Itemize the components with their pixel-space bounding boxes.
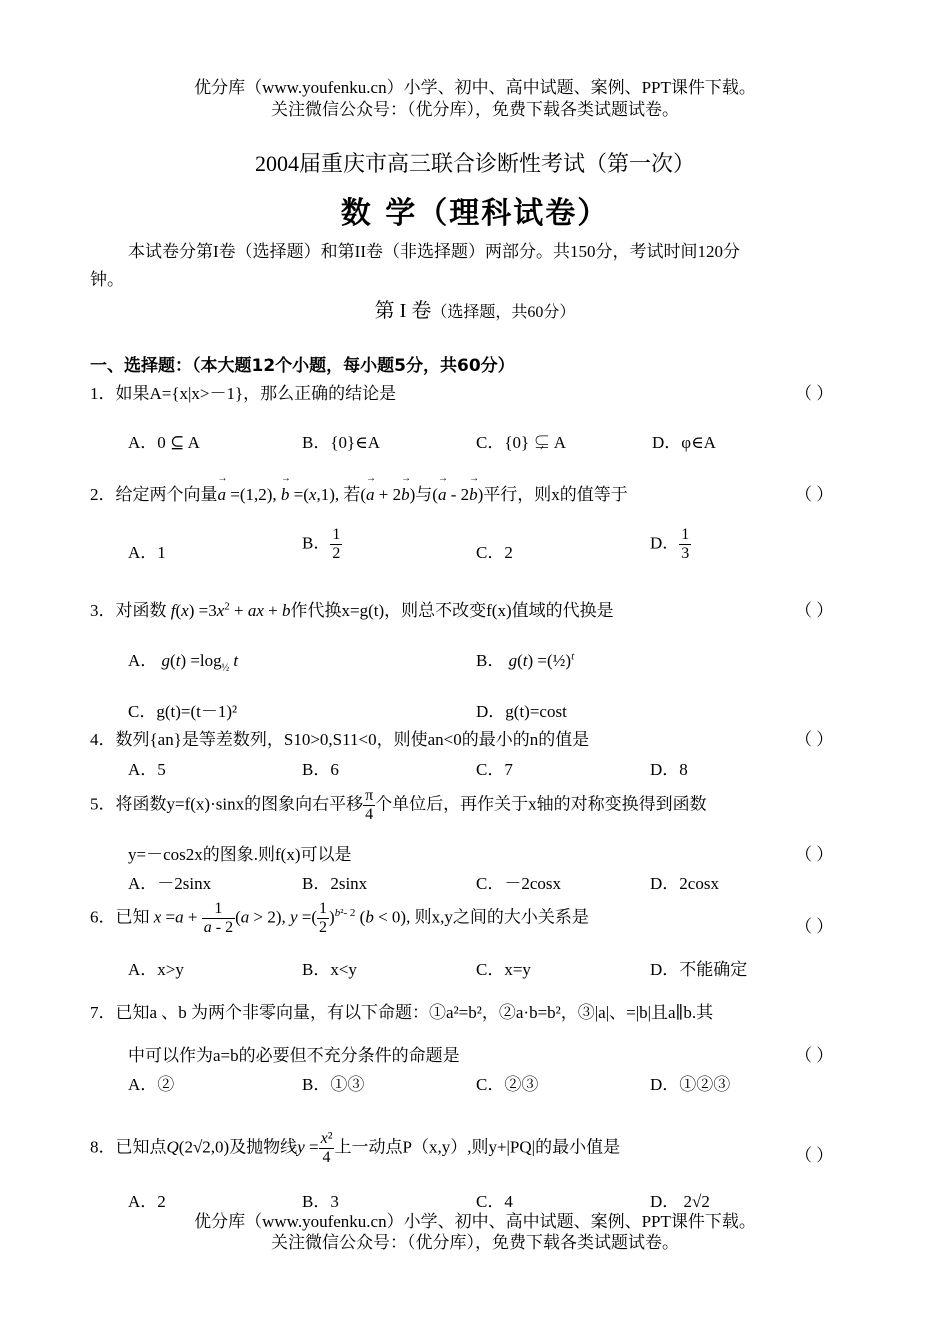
fraction-pi-quarter: $\frac{\pi}{4}$ (365, 787, 374, 823)
question-3: 3．对函数 $f(x) =3x^2$ + ax + b作代换x=g(t)，则总不改变f(x)值域的代换是 (90, 600, 614, 620)
footer-line-2: 关注微信公众号：（优分库），免费下载各类试题试卷。 (271, 1233, 679, 1252)
question-8: 8．已知点Q(2√2,0)及抛物线y = $\frac{\text{x²}}{4}$ 上一动点P（x,y）,则y+|PQ|的最小值是 (90, 1130, 621, 1166)
q4-option-b: B．6 (302, 760, 339, 779)
footer-line-1: 优分库（www.youfenku.cn）小学、初中、高中试题、案例、PPT课件下载。 (194, 1212, 756, 1231)
fraction-third: $\frac{1}{3}$ (681, 526, 690, 562)
subject-title: 数 学（理科试卷） (340, 196, 610, 231)
q3-option-b: B． g(t) =(½)$^t$ (476, 650, 575, 670)
q6-option-c: C．x=y (476, 960, 531, 979)
q8-option-c: C．4 (476, 1192, 513, 1211)
question-7-line-1: 7．已知a 、b 为两个非零向量，有以下命题：①a²=b²，②a·b=b²，③|a|、=|b|且a∥b.其 (90, 1003, 714, 1022)
q6-option-a: A．x>y (128, 960, 184, 979)
q1-option-b: B．{0}∈A (302, 433, 381, 452)
answer-blank-6: （ ） (795, 917, 834, 936)
q6-option-b: B．x<y (302, 960, 357, 979)
q5-option-c: C．－2cosx (476, 874, 561, 893)
q8-option-a: A．2 (128, 1192, 166, 1211)
q5-option-a: A．－2sinx (128, 874, 212, 893)
answer-blank-1: （ ） (795, 384, 834, 403)
q7-option-b: B．①③ (302, 1075, 365, 1094)
q7-option-d: D．①②③ (650, 1075, 731, 1094)
q3-option-a: A． $g(t) =\log_{\frac{1}{2}}$ t (128, 651, 239, 674)
q2-option-d: D． $\frac{1}{3}$ (650, 526, 690, 562)
q3-option-d: D．g(t)=cost (476, 702, 567, 721)
question-2: 2．给定两个向量→ a =(1,2), → b =(x,1), 若(→ a + 2→ b)与(→ a - 2→ b)平行，则x的值等于 (90, 480, 628, 505)
q2-option-a: A．1 (128, 543, 166, 562)
q7-option-c: C．②③ (476, 1075, 539, 1094)
vector-a-icon: → a (218, 485, 227, 505)
q5-option-b: B．2sinx (302, 874, 368, 893)
answer-blank-2: （ ） (795, 485, 834, 504)
q3-option-c: C．g(t)=(t－1)² (128, 702, 238, 721)
q1-option-a: A．0 ⊆ A (128, 433, 200, 452)
function-expression: f (170, 601, 176, 620)
q6-option-d: D．不能确定 (650, 960, 748, 979)
q4-option-d: D．8 (650, 760, 688, 779)
q2-option-c: C．2 (476, 543, 513, 562)
answer-blank-3: （ ） (795, 601, 834, 620)
q2-option-b: B． $\frac{1}{2}$ (302, 526, 341, 562)
q4-option-c: C．7 (476, 760, 513, 779)
q8-option-d: D． 2√2 (650, 1192, 710, 1211)
intro-line-1: 本试卷分第I卷（选择题）和第II卷（非选择题）两部分。共150分，考试时间120分 (128, 242, 740, 261)
part-main: 第 I 卷 (374, 300, 432, 322)
intro-line-2: 钟。 (90, 270, 124, 289)
q2-tail: 平行，则x的值等于 (483, 485, 628, 504)
q1-option-c: C．{0} ⊊ A (476, 433, 566, 452)
answer-blank-8: （ ） (795, 1146, 834, 1165)
q4-option-a: A．5 (128, 760, 166, 779)
fraction-half: $\frac{1}{2}$ (332, 526, 341, 562)
section-heading: 一、选择题：（本大题12个小题，每小题5分，共60分） (90, 356, 515, 376)
q7-option-a: A．② (128, 1075, 175, 1094)
exam-title: 2004届重庆市高三联合诊断性考试（第一次） (254, 151, 695, 176)
header-line-1: 优分库（www.youfenku.cn）小学、初中、高中试题、案例、PPT课件下载。 (194, 78, 756, 97)
question-6: 6．已知 x =a + $\frac{1}{a - 2}$ (a > 2), y =( $\frac{1}{2}$ )$^{b^2- 2}$ (b < 0), 则x,y之间的大小关系是 (90, 900, 589, 936)
vector-b-icon: → b (281, 485, 290, 505)
q2-lead: 2．给定两个向量 (90, 485, 218, 504)
header-line-2: 关注微信公众号：（优分库），免费下载各类试题试卷。 (271, 100, 679, 119)
question-1: 1．如果A={x|x>－1}，那么正确的结论是 (90, 384, 397, 403)
question-5-line-1: 5．将函数y=f(x)·sinx的图象向右平移 $\frac{\pi}{4}$ 个单位后，再作关于x轴的对称变换得到函数 (90, 787, 707, 823)
part-note: （选择题，共60分） (431, 304, 576, 321)
answer-blank-7: （ ） (795, 1046, 834, 1065)
answer-blank-4: （ ） (795, 730, 834, 749)
question-7-line-2: 中可以作为a=b的必要但不充分条件的命题是 (128, 1046, 460, 1065)
q8-option-b: B．3 (302, 1192, 339, 1211)
part-title (0, 294, 950, 323)
question-5-line-2: y=－cos2x的图象.则f(x)可以是 (128, 845, 352, 864)
answer-blank-5: （ ） (795, 845, 834, 864)
q1-option-d: D．φ∈A (652, 433, 716, 452)
question-4: 4．数列{an}是等差数列，S10>0,S11<0，则使an<0的最小的n的值是 (90, 730, 590, 749)
q5-option-d: D．2cosx (650, 874, 719, 893)
